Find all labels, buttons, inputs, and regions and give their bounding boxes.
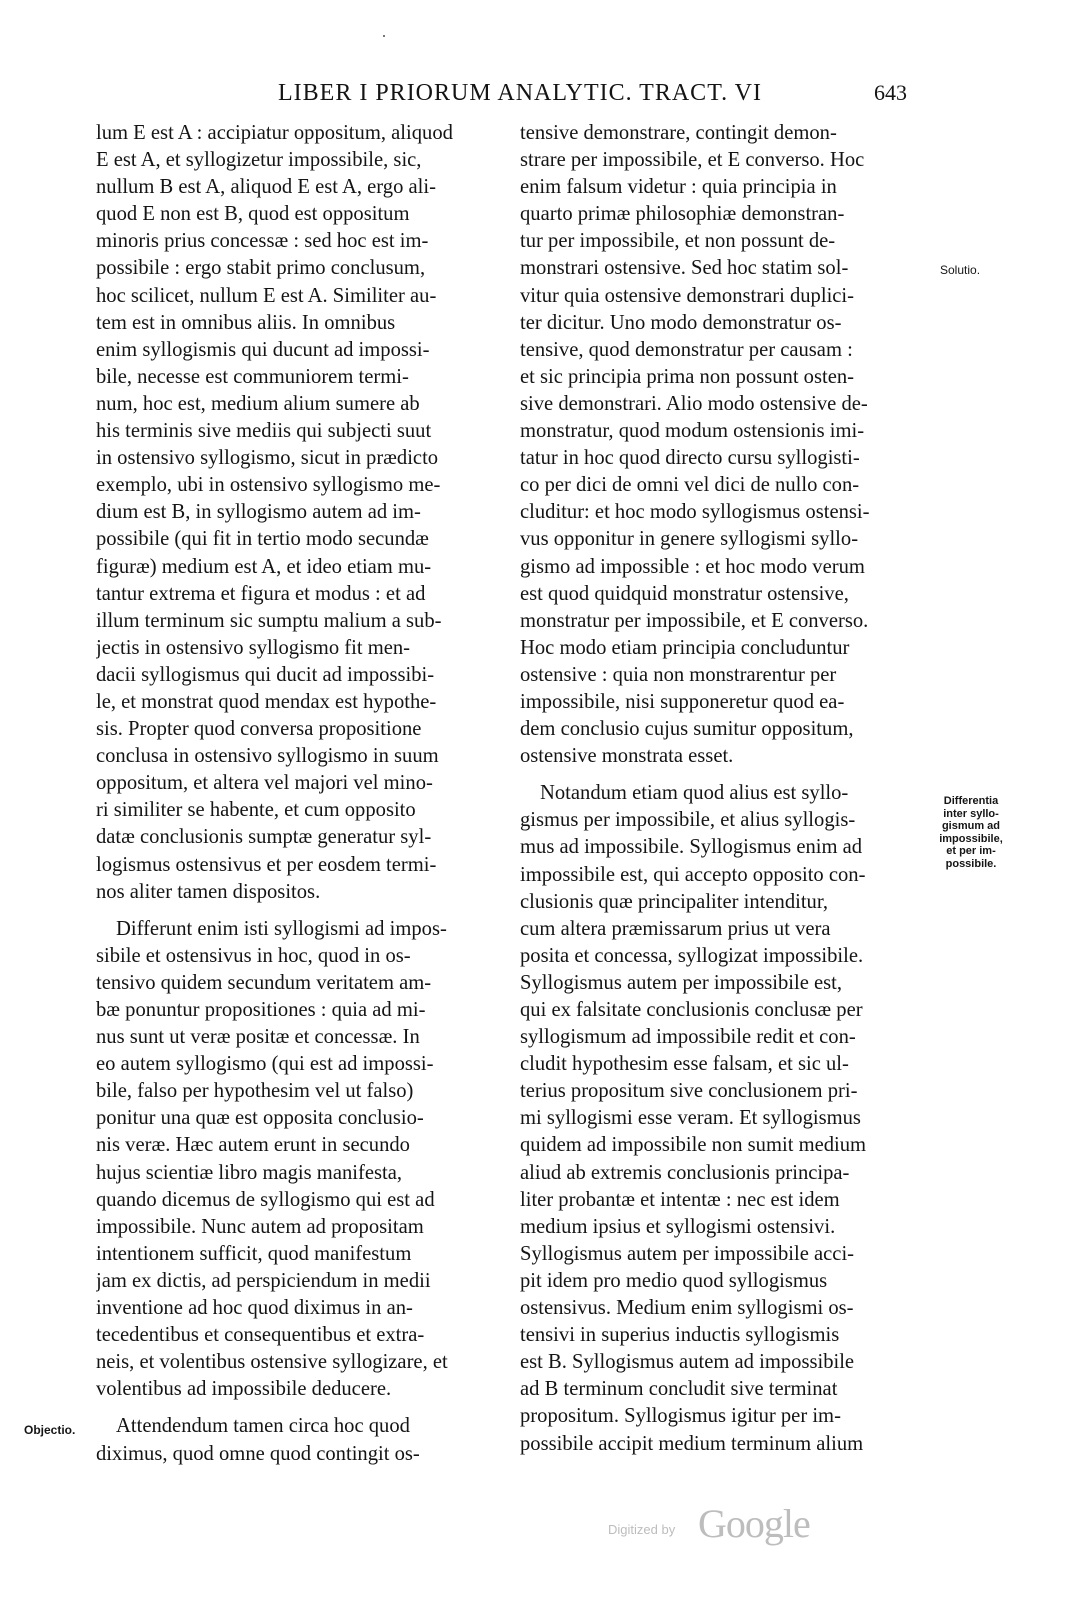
text-line: logismus ostensivus et per eosdem termi- (96, 853, 437, 876)
text-line: volentibus ad impossibile deducere. (96, 1378, 392, 1401)
text-line: est quod quidquid monstratur ostensive, (520, 582, 849, 605)
text-line: qui ex falsitate conclusionis conclusæ per (520, 999, 863, 1021)
text-line: ostensive : quia non monstrarentur per (520, 663, 837, 686)
text-line: gismo ad impossible : et hoc modo verum (520, 555, 865, 578)
text-line: sis. Propter quod conversa propositione (96, 718, 422, 741)
text-line: tem est in omnibus aliis. In omnibus (96, 311, 396, 334)
right-column (520, 120, 926, 1458)
text-line: mus ad impossibile. Syllogismus enim ad (520, 836, 863, 859)
text-line: syllogismum ad impossibile redit et con- (520, 1026, 856, 1049)
text-line: dem conclusio cujus sumitur oppositum, (520, 718, 854, 741)
text-line: tensivi in superius inductis syllogismis (520, 1324, 840, 1347)
text-line: mi syllogismi esse veram. Et syllogismus (520, 1107, 861, 1130)
left-column (96, 120, 500, 1468)
text-line: tantur extrema et figura et modus : et ad (96, 582, 426, 605)
text-line: datæ conclusionis sumptæ generatur syl- (96, 826, 432, 849)
text-line: tensive, quod demonstratur per causam : (520, 338, 853, 361)
text-line: nis veræ. Hæc autem erunt in secundo (96, 1134, 410, 1157)
paragraph-gap (96, 906, 500, 916)
text-line: nullum B est A, aliquod E est A, ergo ali- (96, 176, 436, 199)
text-line: ter dicitur. Uno modo demonstratur os- (520, 311, 842, 334)
text-line: tensive demonstrare, contingit demon- (520, 122, 837, 144)
text-line: possibile accipit medium terminum alium (520, 1432, 864, 1455)
paragraph (96, 120, 500, 906)
text-line: clusionis quæ principaliter intenditur, (520, 890, 829, 913)
text-line: neis, et volentibus ostensive syllogizare, et (96, 1351, 448, 1374)
text-line: Hoc modo etiam principia concluduntur (520, 636, 850, 659)
text-line: exemplo, ubi in ostensivo syllogismo me- (96, 474, 441, 497)
text-line: Syllogismus autem per impossibile est, (520, 971, 843, 994)
margin-note-line: et per im- (946, 845, 996, 857)
margin-note-differentia (931, 795, 1011, 870)
text-line: pit idem pro medio quod syllogismus (520, 1269, 828, 1292)
text-line: jam ex dictis, ad perspiciendum in medii (96, 1269, 431, 1292)
text-line: oppositum, et altera vel majori vel mino- (96, 772, 433, 795)
text-line: figuræ) medium est A, et ideo etiam mu- (96, 555, 432, 578)
text-line: est B. Syllogismus autem ad impossibile (520, 1351, 855, 1374)
text-line: cluditur: et hoc modo syllogismus ostensi- (520, 501, 870, 524)
text-line: ostensivus. Medium enim syllogismi os- (520, 1297, 854, 1320)
text-line: ri similiter se habente, et cum opposito (96, 799, 416, 822)
text-line: monstratur per impossibile, et E converso. (520, 609, 869, 632)
paragraph (96, 916, 500, 1404)
text-line: possibile : ergo stabit primo conclusum, (96, 257, 426, 280)
text-line: Differunt enim isti syllogismi ad impos- (116, 917, 447, 940)
text-line: minoris prius concessæ : sed hoc est im- (96, 230, 429, 253)
text-line: ad B terminum concludit sive terminat (520, 1378, 838, 1401)
text-line: quarto primæ philosophiæ demonstran- (520, 203, 845, 226)
text-line: ostensive monstrata esset. (520, 745, 734, 768)
text-line: quando dicemus de syllogismo qui est ad (96, 1188, 435, 1211)
text-line: Notandum etiam quod alius est syllo- (540, 782, 849, 805)
margin-note-line: impossibile, (939, 832, 1003, 845)
text-line: impossibile. Nunc autem ad propositam (96, 1215, 424, 1238)
text-line: Attendendum tamen circa hoc quod (116, 1415, 410, 1438)
text-line: eo autem syllogismo (qui est ad impossi- (96, 1053, 434, 1076)
google-logo: Google (698, 1501, 810, 1546)
paragraph-gap (96, 1403, 500, 1413)
text-line: co per dici de omni vel dici de nullo con- (520, 474, 860, 497)
text-line: gismus per impossibile, et alius syllogis- (520, 809, 856, 832)
text-line: enim falsum videtur : quia principia in (520, 176, 837, 199)
paragraph (520, 120, 926, 770)
text-line: sibile et ostensivus in hoc, quod in os- (96, 944, 411, 967)
margin-note-line: gismum ad (941, 820, 1001, 832)
text-line: in ostensivo syllogismo, sicut in prædicto (96, 447, 439, 470)
text-line: monstrari ostensive. Sed hoc statim sol- (520, 257, 849, 280)
text-line: enim syllogismis qui ducunt ad impossi- (96, 338, 430, 361)
text-line: posita et concessa, syllogizat impossibile. (520, 944, 864, 967)
paragraph (520, 780, 926, 1457)
text-line: nos aliter tamen dispositos. (96, 880, 321, 903)
text-line: inventione ad hoc quod diximus in an- (96, 1297, 413, 1320)
text-line: cludit hypothesim esse falsam, et sic ul- (520, 1053, 849, 1076)
text-line: tur per impossibile, et non possunt de- (520, 230, 836, 253)
text-line: strare per impossibile, et E converso. Hoc (520, 149, 865, 172)
text-line: dium est B, in syllogismo autem ad im- (96, 501, 421, 524)
text-line: impossibile, nisi supponeretur quod ea- (520, 690, 845, 713)
text-line: medium ipsius et syllogismi ostensivi. (520, 1215, 836, 1238)
text-line: intentionem sufficit, quod manifestum (96, 1242, 412, 1265)
text-line: bile, necesse est communiorem termi- (96, 365, 409, 388)
text-line: quod E non est B, quod est oppositum (96, 203, 410, 226)
text-line: et sic principia prima non possunt osten- (520, 365, 855, 388)
text-line: cum altera præmissarum prius ut vera (520, 917, 831, 940)
running-head-title: LIBER I PRIORUM ANALYTIC. TRACT. VI (278, 80, 762, 106)
running-head (0, 76, 1066, 110)
text-line: diximus, quod omne quod contingit os- (96, 1442, 420, 1465)
text-line: terius propositum sive conclusionem pri- (520, 1080, 858, 1103)
stray-ink-dot (383, 35, 385, 37)
margin-note-solutio: Solutio. (940, 263, 981, 277)
text-line: jectis in ostensivo syllogismo fit men- (96, 636, 411, 659)
text-line: liter probantæ et intentæ : nec est idem (520, 1188, 840, 1211)
text-line: impossibile est, qui accepto opposito con- (520, 863, 866, 886)
text-line: vitur quia ostensive demonstrari duplici- (520, 284, 855, 307)
text-line: aliud ab extremis conclusionis principa- (520, 1161, 850, 1184)
text-line: bile, falso per hypothesim vel ut falso) (96, 1080, 414, 1103)
text-line: lum E est A : accipiatur oppositum, aliquod (96, 122, 453, 144)
text-line: propositum. Syllogismus igitur per im- (520, 1405, 841, 1428)
text-line: num, hoc est, medium alium sumere ab (96, 392, 420, 415)
digitized-label: Digitized by (608, 1522, 676, 1537)
text-line: illum terminum sic sumptu malium a sub- (96, 609, 442, 632)
margin-note-objectio: Objectio. (24, 1423, 76, 1437)
margin-note-line: possibile. (945, 857, 997, 870)
text-line: conclusa in ostensivo syllogismo in suum (96, 745, 439, 768)
text-line: his terminis sive mediis qui subjecti suut (96, 420, 432, 443)
text-line: bæ ponuntur propositiones : quia ad mi- (96, 999, 426, 1021)
paragraph (96, 1413, 500, 1467)
text-line: tecedentibus et consequentibus et extra- (96, 1324, 425, 1347)
text-line: nus sunt ut veræ positæ et concessæ. In (96, 1026, 420, 1049)
margin-note-line: Differentia (943, 795, 999, 807)
text-line: le, et monstrat quod mendax est hypothe- (96, 690, 437, 713)
text-line: hujus scientiæ libro magis manifesta, (96, 1161, 403, 1184)
text-line: hoc scilicet, nullum E est A. Similiter au- (96, 284, 437, 307)
text-line: sive demonstrari. Alio modo ostensive de- (520, 392, 868, 415)
margin-note-line: inter syllo- (943, 807, 999, 820)
paragraph-gap (520, 770, 926, 780)
text-line: E est A, et syllogizetur impossibile, sic, (96, 149, 422, 172)
text-line: possibile (qui fit in tertio modo secundæ (96, 528, 429, 551)
text-line: tatur in hoc quod directo cursu syllogisti- (520, 447, 860, 470)
text-line: tensivo quidem secundum veritatem am- (96, 971, 432, 994)
text-line: vus opponitur in genere syllogismi syllo- (520, 528, 859, 551)
text-line: ponitur una quæ est opposita conclusio- (96, 1107, 424, 1130)
text-line: quidem ad impossibile non sumit medium (520, 1134, 867, 1157)
text-line: Syllogismus autem per impossibile acci- (520, 1242, 855, 1265)
text-line: monstratur, quod modum ostensionis imi- (520, 420, 865, 443)
text-line: dacii syllogismus qui ducit ad impossibi- (96, 663, 435, 686)
page-number: 643 (874, 80, 907, 105)
